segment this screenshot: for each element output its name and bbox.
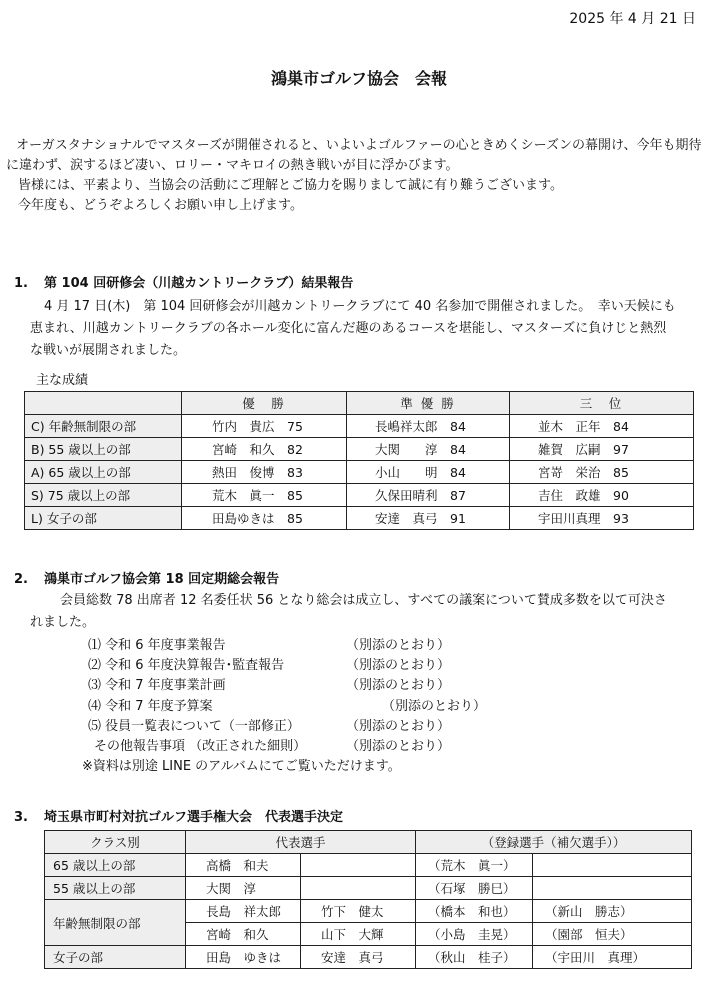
table-header	[25, 392, 182, 415]
intro-line: 今年度も、どうぞよろしくお願い申し上げます。	[18, 198, 303, 213]
section3-title: 埼玉県市町村対抗ゴルフ選手権大会 代表選手決定	[44, 810, 344, 825]
agenda-reference: （別添のとおり）	[346, 678, 451, 694]
intro-line: オーガスタナショナルでマスターズが開催されると、いよいよゴルファーの心ときめくシーズンの幕開け、今年も期待	[16, 138, 702, 153]
category-cell: A) 65 歳以上の部	[25, 461, 182, 484]
class-cell: 65 歳以上の部	[45, 854, 186, 877]
section2-line: 会員総数 78 出席者 12 名委任状 56 となり総会は成立し、すべての議案について賛成多数を以て可決さ	[60, 593, 667, 608]
intro-paragraph	[6, 136, 712, 216]
category-cell: C) 年齢無制限の部	[25, 415, 182, 438]
table-row	[45, 900, 692, 923]
registered-cell	[533, 877, 692, 900]
runner-up-cell: 安達 真弓 91	[347, 507, 510, 530]
agenda-label: その他報告事項 （改正された細則）	[94, 738, 307, 754]
representative-cell: 高橋 和夫	[186, 854, 301, 877]
table-row	[25, 461, 694, 484]
category-cell: S) 75 歳以上の部	[25, 484, 182, 507]
agenda-reference: （別添のとおり）	[346, 718, 451, 734]
category-cell: L) 女子の部	[25, 507, 182, 530]
representative-cell: 長島 祥太郎	[186, 900, 301, 923]
table-row	[45, 854, 692, 877]
representative-cell	[301, 854, 416, 877]
table-header: 三 位	[510, 392, 694, 415]
registered-cell: （宇田川 真理）	[533, 946, 692, 969]
table-header: 準 優 勝	[347, 392, 510, 415]
representative-cell: 宮崎 和久	[186, 923, 301, 946]
note-text: ※資料は別途 LINE のアルバムにてご覧いただけます。	[82, 759, 401, 775]
table-row	[45, 946, 692, 969]
agenda-reference: （別添のとおり）	[346, 638, 451, 653]
section2-heading	[14, 568, 279, 587]
table-row	[25, 484, 694, 507]
class-cell: 55 歳以上の部	[45, 877, 186, 900]
agenda-reference: （別添のとおり）	[346, 738, 451, 754]
table-header-row	[25, 392, 694, 415]
third-place-cell: 宮嵜 栄治 85	[510, 461, 694, 484]
results-subtitle: 主な成績	[36, 373, 89, 388]
registered-cell: （新山 勝志）	[533, 900, 692, 923]
table-header: クラス別	[45, 831, 186, 854]
representative-cell: 竹下 健太	[301, 900, 416, 923]
table-row	[25, 507, 694, 530]
table-header: 優 勝	[182, 392, 347, 415]
table-row	[45, 877, 692, 900]
section2-number: 2.	[14, 572, 28, 587]
document-date: 2025 年 4 月 21 日	[569, 11, 696, 27]
third-place-cell: 宇田川真理 93	[510, 507, 694, 530]
representative-cell: 大関 淳	[186, 877, 301, 900]
agenda-label: ⑸ 役員一覧表について（一部修正）	[88, 718, 300, 734]
third-place-cell: 吉住 政雄 90	[510, 484, 694, 507]
winner-cell: 宮崎 和久 82	[182, 438, 347, 461]
representative-cell: 田島 ゆきは	[186, 946, 301, 969]
registered-cell: （石塚 勝巳）	[416, 877, 533, 900]
newsletter-title: 鴻巣市ゴルフ協会 会報	[270, 69, 447, 88]
winner-cell: 熱田 俊博 83	[182, 461, 347, 484]
registered-cell: （小島 圭晃）	[416, 923, 533, 946]
table-header: 代表選手	[186, 831, 416, 854]
section1-text	[30, 296, 714, 362]
representative-cell: 安達 真弓	[301, 946, 416, 969]
representatives-table	[44, 830, 692, 969]
class-cell: 女子の部	[45, 946, 186, 969]
third-place-cell: 雑賀 広嗣 97	[510, 438, 694, 461]
registered-cell: （園部 恒夫）	[533, 923, 692, 946]
results-table	[24, 391, 694, 530]
section3-heading	[14, 806, 343, 825]
section3-number: 3.	[14, 810, 28, 825]
section1-heading	[14, 272, 353, 291]
section1-line: 4 月 17 日(木) 第 104 回研修会が川越カントリークラブにて 40 名参加で開催されました。 幸い天候にも	[44, 299, 676, 314]
class-cell: 年齢無制限の部	[45, 900, 186, 946]
runner-up-cell: 大関 淳 84	[347, 438, 510, 461]
agenda-reference: （別添のとおり）	[346, 658, 451, 674]
registered-cell: （荒木 眞一）	[416, 854, 533, 877]
agenda-label: ⑷ 令和 7 年度予算案	[88, 698, 213, 714]
intro-line: に違わず、涙するほど凄い、ロリー・マキロイの熱き戦いが目に浮かびます。	[6, 158, 459, 173]
section1-title: 第 104 回研修会（川越カントリークラブ）結果報告	[44, 276, 354, 291]
agenda-label: ⑵ 令和 6 年度決算報告･監査報告	[88, 658, 285, 674]
section2-title: 鴻巣市ゴルフ協会第 18 回定期総会報告	[44, 572, 280, 587]
section1-line: な戦いが展開されました。	[30, 343, 187, 358]
agenda-label: ⑶ 令和 7 年度事業計画	[88, 678, 226, 694]
registered-cell: （秋山 桂子）	[416, 946, 533, 969]
section2-line: れました。	[30, 615, 96, 630]
registered-cell: （橋本 和也）	[416, 900, 533, 923]
section1-number: 1.	[14, 276, 28, 291]
intro-line: 皆様には、平素より、当協会の活動にご理解とご協力を賜りまして誠に有り難うございます。	[18, 178, 563, 193]
representative-cell: 山下 大輝	[301, 923, 416, 946]
agenda-reference: （別添のとおり）	[382, 698, 487, 714]
third-place-cell: 並木 正年 84	[510, 415, 694, 438]
category-cell: B) 55 歳以上の部	[25, 438, 182, 461]
runner-up-cell: 小山 明 84	[347, 461, 510, 484]
table-row	[25, 415, 694, 438]
winner-cell: 荒木 眞一 85	[182, 484, 347, 507]
winner-cell: 田島ゆきは 85	[182, 507, 347, 530]
runner-up-cell: 久保田晴利 87	[347, 484, 510, 507]
table-row	[25, 438, 694, 461]
winner-cell: 竹内 貴広 75	[182, 415, 347, 438]
section1-line: 恵まれ、川越カントリークラブの各ホール変化に富んだ趣のあるコースを堪能し、マスターズに負けじと熱烈	[30, 321, 667, 336]
table-header-row	[45, 831, 692, 854]
registered-cell	[533, 854, 692, 877]
runner-up-cell: 長嶋祥太郎 84	[347, 415, 510, 438]
agenda-label: ⑴ 令和 6 年度事業報告	[88, 638, 226, 653]
table-header: （登録選手（補欠選手））	[416, 831, 692, 854]
section2-text	[30, 590, 714, 634]
representative-cell	[301, 877, 416, 900]
